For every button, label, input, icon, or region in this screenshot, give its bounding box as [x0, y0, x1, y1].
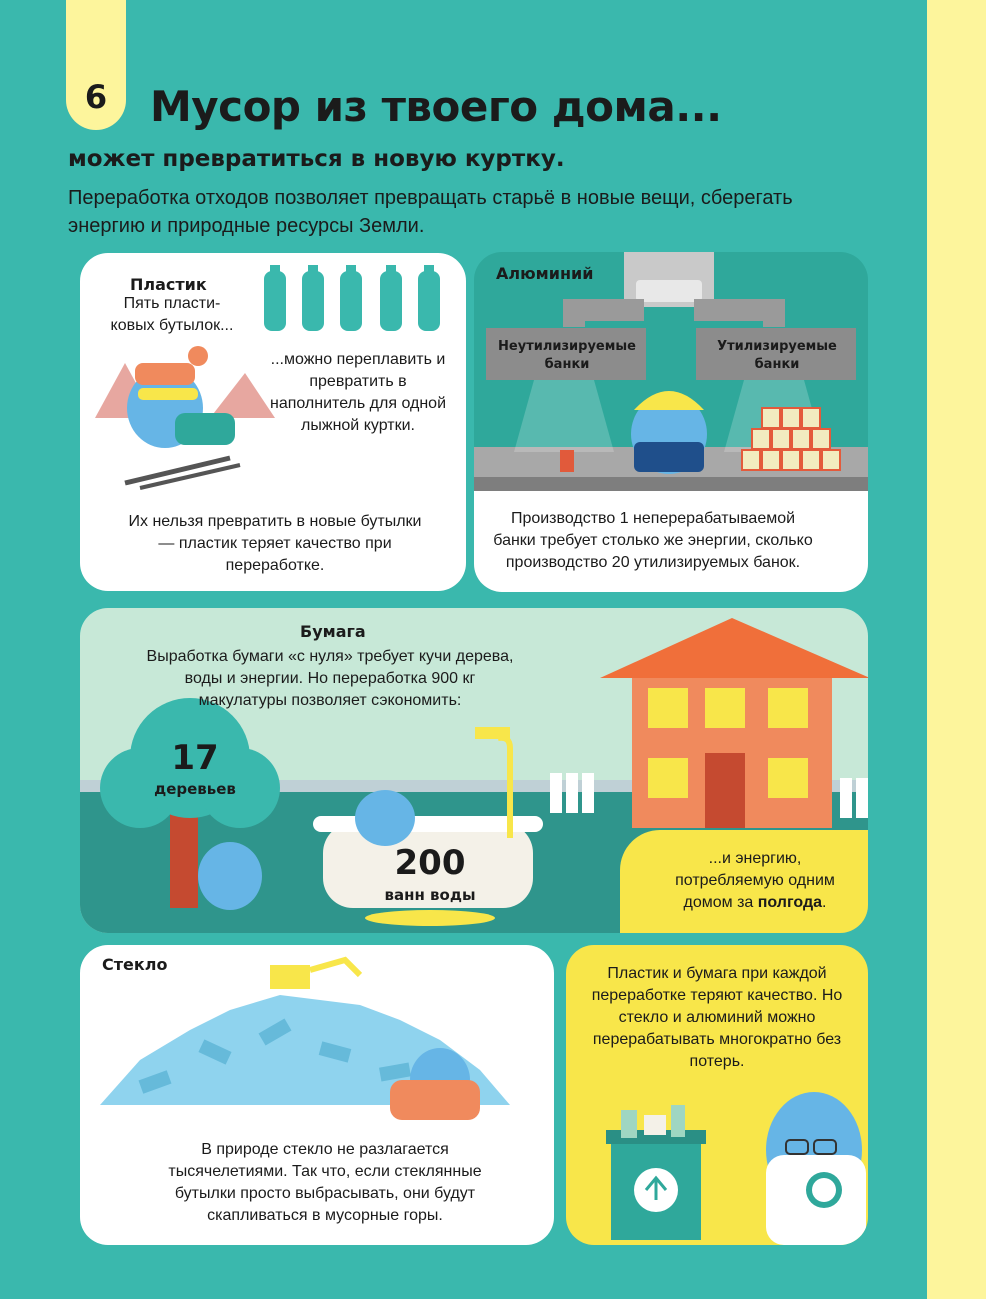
recycling-note-panel	[566, 945, 868, 1245]
trees-count: 17	[171, 738, 219, 778]
energy-text: ...и энергию, потребляемую одним домом за полгода.	[675, 850, 835, 911]
plastic-quality-text: Их нельзя превратить в новые бутылки — пластик теряет качество при переработке.	[128, 513, 422, 574]
glass-text: В природе стекло не разлагается тысячелетиями. Так что, если стеклянные бутылки просто выбрасывать, они будут скапливаться в мусорные горы.	[168, 1141, 482, 1224]
bottles-icon	[264, 265, 440, 331]
aluminium-label: Алюминий	[496, 264, 594, 283]
plastic-panel	[80, 253, 466, 591]
recyclable-label: Утилизируемые банки	[717, 339, 837, 372]
paper-panel	[80, 608, 868, 933]
baths-label: ванн воды	[384, 886, 476, 904]
non-recyclable-label: Неутилизируемые банки	[498, 339, 636, 372]
aluminium-fact-text: Производство 1 неперерабатываемой банки требует столько же энергии, сколько производство 20 утилизируемых банок.	[493, 510, 813, 571]
paper-label: Бумага	[300, 622, 366, 641]
plastic-bottles-text: Пять пласти-ковых бутылок...	[110, 295, 234, 334]
plastic-melt-text: ...можно переплавить и превратить в наполнитель для одной лыжной куртки.	[269, 351, 447, 434]
intro-text: Переработка отходов позволяет превращать старьё в новые вещи, сберегать энергию и природные ресурсы Земли.	[68, 187, 793, 237]
page-subtitle: может превратиться в новую куртку.	[68, 146, 565, 172]
note-text: Пластик и бумага при каждой переработке теряют качество. Но стекло и алюминий можно перерабатывать многократно без потерь.	[591, 965, 843, 1070]
page-title: Мусор из твоего дома...	[150, 82, 722, 131]
right-margin-strip	[927, 0, 986, 1299]
page-number-tab	[66, 0, 126, 130]
aluminium-panel	[474, 252, 868, 592]
energy-callout	[620, 830, 868, 933]
recycle-bin-icon	[606, 1105, 706, 1240]
glass-panel	[80, 945, 554, 1245]
scientist-icon	[766, 1092, 866, 1245]
house-icon	[600, 618, 868, 828]
plastic-label: Пластик	[130, 275, 207, 294]
trees-label: деревьев	[154, 780, 236, 798]
paper-text: Выработка бумаги «с нуля» требует кучи дерева, воды и энергии. Но переработка 900 кг макулатуры позволяет сэкономить:	[146, 648, 514, 709]
glass-label: Стекло	[102, 955, 168, 974]
skier-icon	[95, 346, 275, 488]
baths-count: 200	[394, 843, 466, 883]
page-number: 6	[84, 78, 108, 116]
